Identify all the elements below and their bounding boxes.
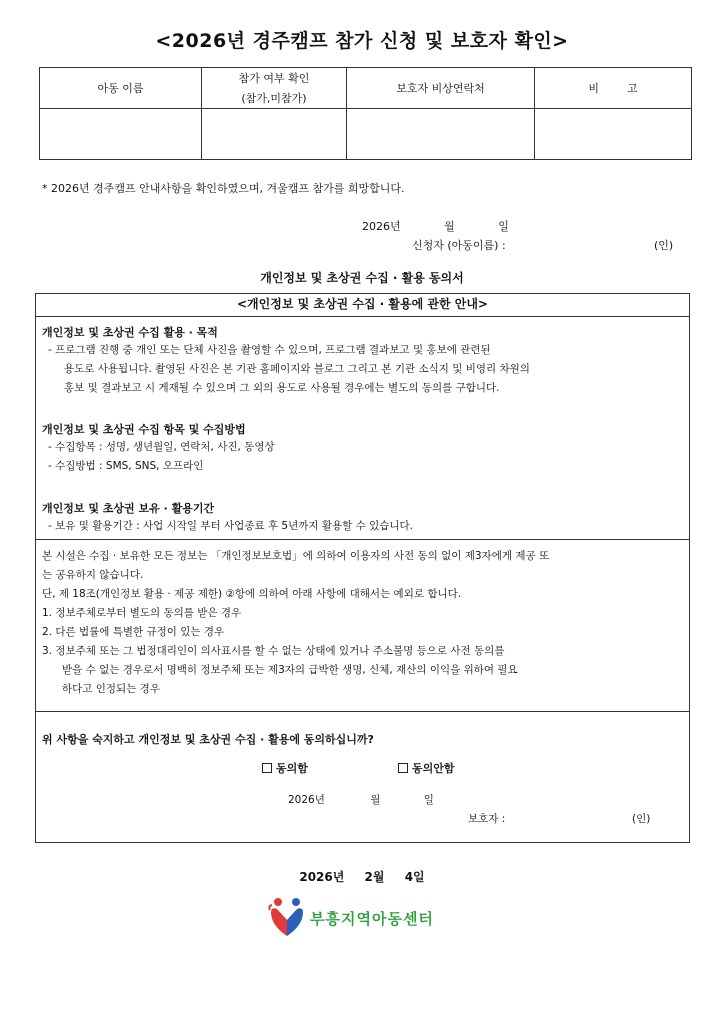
disagree-label: 동의안함 — [412, 762, 455, 775]
section1-line-2: 용도로 사용됩니다. 촬영된 사진은 본 기관 홈페이지와 블로그 그리고 본 기관 소식지 및 비영리 차원의 — [64, 363, 530, 375]
applicant-seal: (인) — [654, 239, 674, 252]
provision-line-1: 본 시설은 수집 · 보유한 모든 정보는 「개인정보보호법」에 의하여 이용자의 사전 동의 없이 제3자에게 제공 또 — [42, 550, 550, 562]
provision-line-3: 단, 제 18조(개인정보 활용 · 제공 제한) ②항에 의하여 아래 사항에 대해서는 예외로 합니다. — [42, 588, 462, 600]
header-emergency-contact: 보호자 비상연락처 — [347, 68, 535, 109]
provision-line-6: 3. 정보주체 또는 그 법정대리인이 의사표시를 할 수 없는 상태에 있거나 주소불명 등으로 사전 동의를 — [42, 645, 505, 657]
agree-option[interactable] — [262, 760, 308, 776]
center-logo — [268, 895, 458, 941]
header-participation — [202, 68, 347, 109]
application-date-month: 월 — [444, 220, 455, 233]
document-date — [0, 868, 724, 885]
agree-checkbox[interactable] — [262, 763, 272, 773]
center-logo-icon — [268, 896, 306, 940]
divider-1 — [35, 539, 690, 540]
cell-participation[interactable] — [202, 109, 347, 160]
application-table — [39, 67, 692, 160]
section1-line-3: 홍보 및 결과보고 시 게재될 수 있으며 그 외의 용도로 사용될 경우에는 별도의 동의를 구합니다. — [64, 382, 500, 394]
disagree-option[interactable] — [398, 760, 455, 776]
guardian-label: 보호자 : — [468, 813, 506, 825]
consent-date-year: 2026년 — [288, 794, 325, 806]
application-date-year: 2026년 — [362, 220, 401, 233]
document-title: <2026년 경주캠프 참가 신청 및 보호자 확인> — [155, 30, 569, 52]
document-date-year: 2026년 — [299, 870, 345, 884]
consent-date-month: 월 — [370, 794, 381, 806]
divider-2 — [35, 711, 690, 712]
consent-question: 위 사항을 숙지하고 개인정보 및 초상권 수집 · 활용에 동의하십니까? — [42, 733, 374, 746]
header-remarks: 비 고 — [535, 68, 692, 109]
provision-line-4: 1. 정보주체로부터 별도의 동의를 받은 경우 — [42, 607, 242, 619]
provision-line-8: 하다고 인정되는 경우 — [62, 683, 160, 695]
cell-emergency-contact[interactable] — [347, 109, 535, 160]
document-date-day: 4일 — [404, 870, 425, 884]
document-date-month: 2월 — [364, 870, 385, 884]
provision-line-2: 는 공유하지 않습니다. — [42, 569, 144, 581]
application-date-day: 일 — [498, 220, 509, 233]
guardian-seal: (인) — [632, 813, 651, 825]
section3-title: 개인정보 및 초상권 보유 · 활용기간 — [42, 502, 215, 515]
disagree-checkbox[interactable] — [398, 763, 408, 773]
section1-line-1: - 프로그램 진행 중 개인 또는 단체 사진을 촬영할 수 있으며, 프로그램 결과보고 및 홍보에 관련된 — [48, 344, 491, 356]
application-date — [362, 218, 509, 234]
consent-title: 개인정보 및 초상권 수집 · 활용 동의서 — [260, 271, 464, 285]
consent-date-day: 일 — [423, 794, 434, 806]
header-child-name: 아동 이름 — [40, 68, 202, 109]
consent-box-heading: <개인정보 및 초상권 수집 · 활용에 관한 안내> — [35, 293, 690, 317]
provision-line-5: 2. 다른 법률에 특별한 규정이 있는 경우 — [42, 626, 225, 638]
section3-line-1: - 보유 및 활용기간 : 사업 시작일 부터 사업종료 후 5년까지 활용할 수 있습니다. — [48, 520, 414, 532]
agree-label: 동의함 — [276, 762, 308, 775]
header-participation-options: (참가,미참가) — [241, 92, 307, 105]
center-logo-text: 부흥지역아동센터 — [310, 909, 434, 928]
section2-line-2: - 수집방법 : SMS, SNS, 오프라인 — [48, 460, 204, 472]
provision-line-7: 받을 수 없는 경우로서 명백히 정보주체 또는 제3자의 급박한 생명, 신체, 재산의 이익을 위하여 필요 — [62, 664, 518, 676]
applicant-label: 신청자 (아동이름) : — [412, 239, 506, 252]
section1-title: 개인정보 및 초상권 수집 활용 · 목적 — [42, 326, 218, 339]
cell-remarks[interactable] — [535, 109, 692, 160]
consent-date — [288, 791, 434, 810]
cell-child-name[interactable] — [40, 109, 202, 160]
header-participation-label: 참가 여부 확인 — [238, 72, 310, 85]
application-note: * 2026년 경주캠프 안내사항을 확인하였으며, 겨울캠프 참가를 희망합니다. — [42, 182, 405, 195]
section2-title: 개인정보 및 초상권 수집 항목 및 수집방법 — [42, 423, 246, 436]
section2-line-1: - 수집항목 : 성명, 생년월일, 연락처, 사진, 동영상 — [48, 441, 275, 453]
